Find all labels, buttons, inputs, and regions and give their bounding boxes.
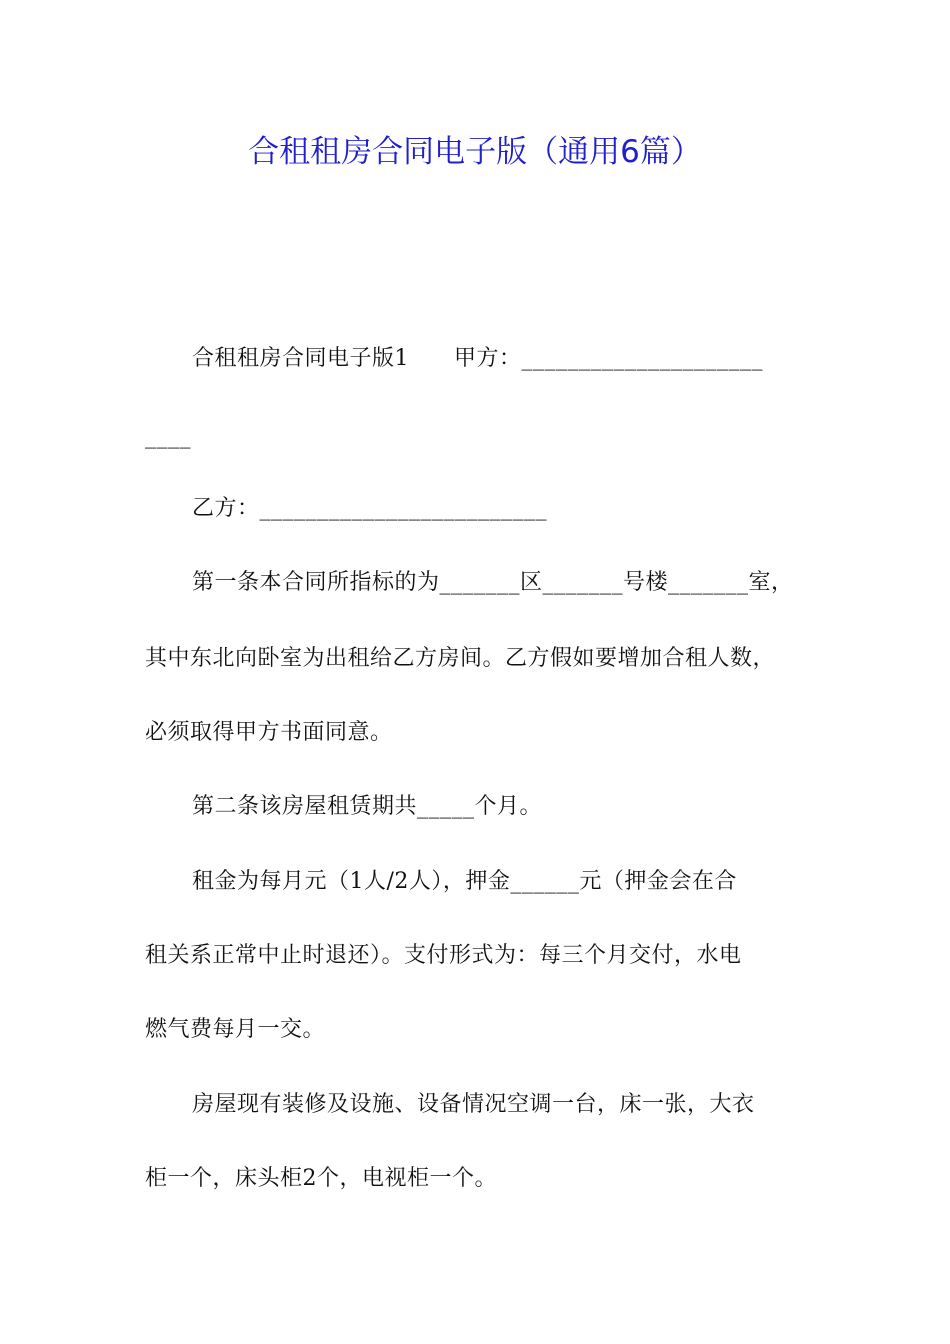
paragraph-line: 租金为每月元（1人/2人），押金______元（押金会在合 [192,869,737,894]
paragraph-line: 必须取得甲方书面同意。 [145,720,393,745]
paragraph-line: 乙方：_________________________ [192,496,548,521]
paragraph-line: ____ [145,424,191,449]
paragraph-line: 第二条该房屋租赁期共_____个月。 [192,794,543,819]
paragraph-line: 柜一个，床头柜2个，电视柜一个。 [145,1166,497,1191]
paragraph-line: 第一条本合同所指标的为_______区_______号楼_______室， [192,570,794,595]
paragraph-line: 房屋现有装修及设施、设备情况空调一台，床一张，大衣 [192,1092,755,1117]
paragraph-line: 其中东北向卧室为出租给乙方房间。乙方假如要增加合租人数， [145,646,776,671]
paragraph-line: 合租租房合同电子版1 甲方：_____________________ [192,346,763,371]
document-title: 合租租房合同电子版（通用6篇） [248,134,702,170]
paragraph-line: 租关系正常中止时退还）。支付形式为：每三个月交付，水电 [145,943,742,968]
paragraph-line: 燃气费每月一交。 [145,1017,326,1042]
